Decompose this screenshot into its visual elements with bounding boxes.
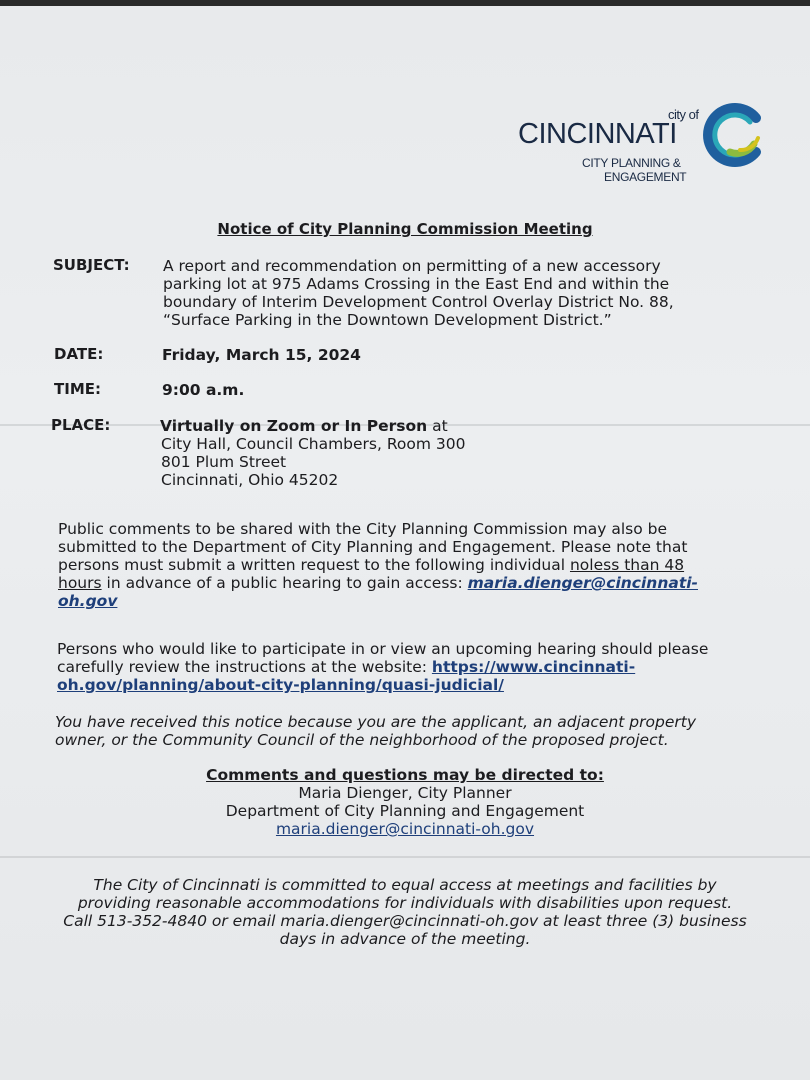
website-link[interactable]: oh.gov/planning/about-city-planning/quasi-judicial/ [57, 676, 504, 694]
comments-line: Public comments to be shared with the City Planning Commission may also be [58, 520, 668, 538]
comments-line [58, 556, 684, 574]
place-line: City Hall, Council Chambers, Room 300 [161, 435, 466, 453]
participate-line [57, 658, 635, 676]
deadline-underlined: noless than 48 [569, 556, 685, 574]
place-mode: Virtually on Zoom or In Person [160, 417, 428, 435]
comments-line [58, 592, 117, 610]
contact-heading: Comments and questions may be directed to: [206, 766, 604, 784]
comments-line [58, 574, 698, 592]
participate-line [57, 676, 504, 694]
subject-line: “Surface Parking in the Downtown Development District.” [163, 311, 612, 329]
participate-text: carefully review the instructions at the website: [57, 658, 432, 676]
contact-email-link[interactable]: maria.dienger@cincinnati-oh.gov [275, 820, 535, 838]
notice-line: owner, or the Community Council of the neighborhood of the proposed project. [55, 731, 669, 749]
contact-dept: Department of City Planning and Engagement [225, 802, 585, 820]
comments-text: persons must submit a written request to the following individual [58, 556, 570, 574]
contact-email-row [0, 820, 810, 838]
comments-text: in advance of a public hearing to gain access: [101, 574, 468, 592]
contact-block [0, 766, 810, 784]
website-link[interactable]: https://www.cincinnati- [431, 658, 636, 676]
contact-name: Maria Dienger, City Planner [298, 784, 512, 802]
time-label: TIME: [54, 380, 101, 398]
city-logo [518, 102, 778, 186]
notice-title: Notice of City Planning Commission Meeting [217, 220, 593, 238]
subject-line: parking lot at 975 Adams Crossing in the East End and within the [163, 275, 670, 293]
logo-dept-line2: ENGAGEMENT [604, 170, 687, 184]
participate-line: Persons who would like to participate in or view an upcoming hearing should please [57, 640, 709, 658]
email-link[interactable]: oh.gov [58, 592, 118, 610]
cincinnati-c-logo-icon [698, 100, 768, 170]
accessibility-line: days in advance of the meeting. [279, 930, 531, 948]
deadline-underlined: hours [58, 574, 102, 592]
date-label: DATE: [54, 345, 104, 363]
place-line: 801 Plum Street [161, 453, 287, 471]
time-value: 9:00 a.m. [162, 381, 245, 399]
notice-line: You have received this notice because you are the applicant, an adjacent property [55, 713, 696, 731]
page-top-edge [0, 0, 810, 6]
accessibility-line: Call 513-352-4840 or email maria.dienger@cincinnati-oh.gov at least three (3) business [63, 912, 747, 930]
paper-fold-line [0, 856, 810, 858]
logo-dept-line1: CITY PLANNING & [582, 156, 681, 170]
accessibility-line: providing reasonable accommodations for individuals with disabilities upon request. [77, 894, 733, 912]
logo-cincinnati: CINCINNATI [518, 118, 677, 150]
subject-line: boundary of Interim Development Control Overlay District No. 88, [163, 293, 674, 311]
date-value: Friday, March 15, 2024 [162, 346, 361, 364]
subject-line: A report and recommendation on permitting of a new accessory [163, 257, 661, 275]
email-link[interactable]: maria.dienger@cincinnati- [467, 574, 698, 592]
place-first-line [160, 417, 448, 435]
place-at: at [427, 417, 448, 435]
comments-line: submitted to the Department of City Planning and Engagement. Please note that [58, 538, 688, 556]
subject-label: SUBJECT: [53, 256, 130, 274]
accessibility-line: The City of Cincinnati is committed to equal access at meetings and facilities by [93, 876, 717, 894]
logo-city-of: city of [668, 107, 699, 122]
place-line: Cincinnati, Ohio 45202 [161, 471, 339, 489]
place-label: PLACE: [51, 416, 111, 434]
